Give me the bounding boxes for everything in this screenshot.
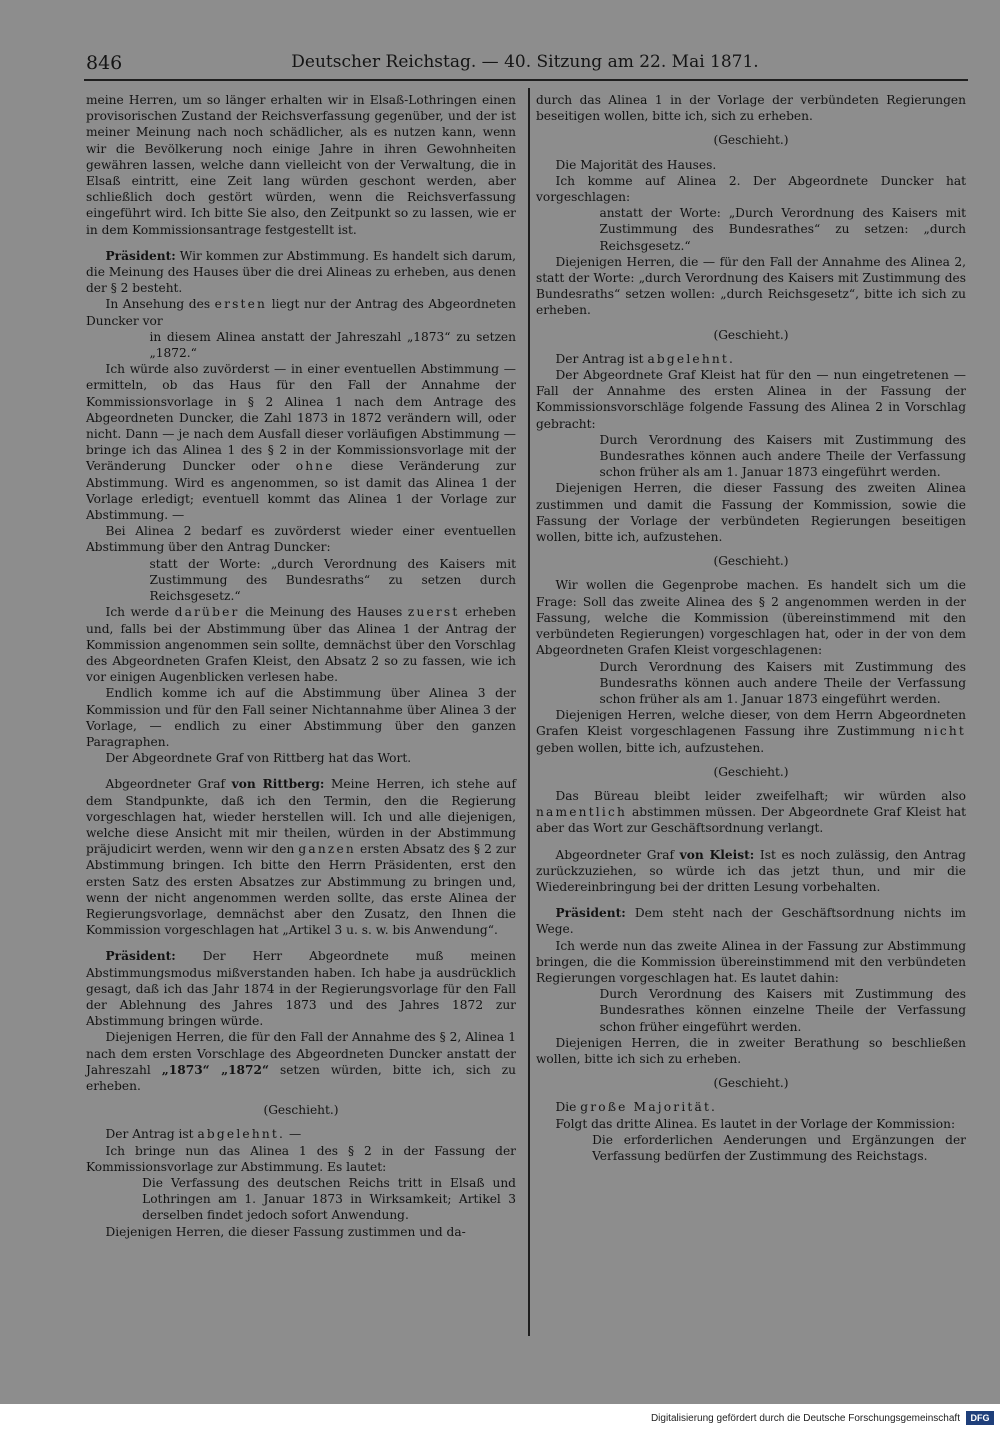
- digitization-footer: [0, 1404, 1000, 1432]
- paragraph: Diejenigen Herren, welche dieser, von dem Herrn Abgeordneten Grafen Kleist vorgeschlagenen Fassung ihre Zustimmung nicht geben wollen, bitte ich, aufzustehen.: [536, 708, 966, 755]
- paragraph: Ich würde also zuvörderst — in einer eventuellen Abstimmung — ermitteln, ob das Haus für den Fall der Annahme der Kommissionsvorlage in § 2 Alinea 1 nach dem Antrage des Abgeordneten Duncker, die Zahl 1873 in 1872 verändern will, oder nicht. Dann — je nach dem Ausfall dieser vorläufigen Abstimmung — bringe ich das Alinea 1 des § 2 in der Kommissionsvorlage mit der Veränderung Duncker oder ohne diese Veränderung zur Abstimmung. Wird es angenommen, so ist damit das Alinea 1 der Vorlage erledigt; eventuell kommt das Alinea 1 der Vorlage zur Abstimmung. —: [86, 362, 516, 523]
- paragraph: Die große Majorität.: [555, 1100, 718, 1115]
- speaker-name: Präsident:: [555, 906, 626, 921]
- funding-note: Digitalisierung gefördert durch die Deutsche Forschungsgemeinschaft: [650, 1413, 960, 1424]
- column-divider: [528, 88, 530, 1336]
- speaker-name: von Rittberg:: [231, 777, 325, 792]
- paragraph: Der Abgeordnete Graf Kleist hat für den — nun eingetretenen — Fall der Annahme des ersten Alinea in der Fassung der Kommissionsvorschläge folgende Fassung des Alinea 2 in Vorschlag gebracht:: [536, 368, 966, 431]
- header-rule: [84, 79, 968, 81]
- speaker-name: Präsident:: [105, 949, 176, 964]
- stage-direction: (Geschieht.): [713, 1076, 789, 1091]
- paragraph: In Ansehung des ersten liegt nur der Antrag des Abgeordneten Duncker vor: [86, 297, 516, 328]
- paragraph: Der Abgeordnete Graf von Rittberg hat das Wort.: [105, 751, 412, 766]
- paragraph: Diejenigen Herren, die in zweiter Berathung so beschließen wollen, bitte ich sich zu erheben.: [536, 1035, 966, 1066]
- speaker-name: von Kleist:: [679, 847, 755, 862]
- quoted-motion: Durch Verordnung des Kaisers mit Zustimmung des Bundesrathes können einzelne Theile der Verfassung schon früher eingeführt werden.: [599, 987, 966, 1034]
- paragraph: Abgeordneter Graf von Rittberg: Meine Herren, ich stehe auf dem Standpunkte, daß ich den Termin, den die Regierung vorgeschlagen hat, wieder herstellen will. Ich und alle diejenigen, welche diese Ansicht mit mir theilen, würden in der Abstimmung präjudicirt werden, wenn wir den ganzen ersten Absatz des § 2 zur Abstimmung bringen. Ich bitte den Herrn Präsidenten, erst den ersten Satz des ersten Absatzes zur Abstimmung zu bringen und, wenn der nicht angenommen werden sollte, das erste Alinea der Regierungsvorlage, demnächst aber den Zusatz, den Ihnen die Kommission vorgeschlagen hat „Artikel 3 u. s. w. bis Anwendung“.: [86, 777, 517, 938]
- quoted-motion: Die Verfassung des deutschen Reichs tritt in Elsaß und Lothringen am 1. Januar 1873 in Wirksamkeit; Artikel 3 derselben findet jedoch sofort Anwendung.: [142, 1176, 516, 1223]
- paragraph: Ich werde darüber die Meinung des Hauses zuerst erheben und, falls bei der Abstimmung über das Alinea 1 der Antrag der Kommission angenommen sein sollte, demnächst über den Vorschlag des Abgeordneten Grafen Kleist, den Absatz 2 so zu fassen, wie ich vor einigen Augenblicken verlesen habe.: [86, 605, 516, 685]
- quoted-motion: statt der Worte: „durch Verordnung des Kaisers mit Zustimmung des Bundesraths“ zu setzen durch Reichsgesetz.“: [149, 556, 516, 604]
- paragraph: durch das Alinea 1 in der Vorlage der verbündeten Regierungen beseitigen wollen, bitte ich, sich zu erheben.: [536, 93, 966, 124]
- paragraph: Ich werde nun das zweite Alinea in der Fassung zur Abstimmung bringen, die die Kommission übereinstimmend mit den verbündeten Regierungen vorgeschlagen hat. Es lautet dahin:: [536, 938, 966, 985]
- paragraph: Wir wollen die Gegenprobe machen. Es handelt sich um die Frage: Soll das zweite Alinea des § 2 angenommen werden in der Fassung, welche die Kommission (übereinstimmend mit den verbündeten Regierungen) vorgeschlagen hat, oder in der von dem Abgeordneten Grafen Kleist vorgeschlagenen:: [536, 578, 966, 658]
- stage-direction: (Geschieht.): [713, 133, 789, 148]
- left-column: [86, 92, 516, 1240]
- paragraph: Folgt das dritte Alinea. Es lautet in der Vorlage der Kommission:: [555, 1116, 956, 1131]
- paragraph: Diejenigen Herren, die dieser Fassung des zweiten Alinea zustimmen und damit die Fassung der Kommission, sowie die Fassung der Vorlage der verbündeten Regierungen beseitigen wollen, bitte ich, aufzustehen.: [536, 481, 966, 545]
- running-title: Deutscher Reichstag. — 40. Sitzung am 22. Mai 1871.: [291, 52, 759, 72]
- paragraph: Präsident: Dem steht nach der Geschäftsordnung nichts im Wege.: [536, 906, 966, 937]
- paragraph: Diejenigen Herren, die für den Fall der Annahme des § 2, Alinea 1 nach dem ersten Vorschlage des Abgeordneten Duncker anstatt der Jahreszahl „1873“ „1872“ setzen würden, bitte ich, sich zu erheben.: [86, 1030, 517, 1093]
- stage-direction: (Geschieht.): [713, 554, 789, 569]
- stage-direction: (Geschieht.): [713, 764, 789, 779]
- paragraph: Die Majorität des Hauses.: [555, 157, 717, 172]
- stage-direction: (Geschieht.): [713, 327, 789, 342]
- quoted-motion: in diesem Alinea anstatt der Jahreszahl „1873“ zu setzen „1872.“: [149, 329, 516, 361]
- speaker-name: Präsident:: [105, 248, 176, 263]
- paragraph: meine Herren, um so länger erhalten wir in Elsaß-Lothringen einen provisorischen Zustand der Reichsverfassung gegenüber, und der ist meiner Meinung nach noch schädlicher, als es nutzen kann, wenn wir die Bevölkerung noch einige Jahre in ihren Gewohnheiten gewähren lassen, welche dann vielleicht von der Verwaltung, die in Elsaß eintritt, eine Zeit lang würden geschont werden, aber schließlich doch gestört würden, wenn die Reichsverfassung eingeführt wird. Ich bitte Sie also, den Zeitpunkt so zu lassen, wie er in dem Kommissionsantrage festgestellt ist.: [86, 93, 516, 237]
- paragraph: Der Antrag ist abgelehnt. —: [105, 1127, 302, 1142]
- paragraph: Das Büreau bleibt leider zweifelhaft; wir würden also namentlich abstimmen müssen. Der Abgeordnete Graf Kleist hat aber das Wort zur Geschäftsordnung verlangt.: [536, 788, 966, 836]
- paragraph: Abgeordneter Graf von Kleist: Ist es noch zulässig, den Antrag zurückzuziehen, so würde ich das jetzt thun, und mir die Wiedereinbringung bei der dritten Lesung vorbehalten.: [536, 847, 966, 894]
- paragraph: Diejenigen Herren, die dieser Fassung zustimmen und da-: [105, 1224, 466, 1239]
- paragraph: Bei Alinea 2 bedarf es zuvörderst wieder einer eventuellen Abstimmung über den Antrag Duncker:: [86, 524, 516, 555]
- quoted-motion: Durch Verordnung des Kaisers mit Zustimmung des Bundesraths können auch andere Theile der Verfassung schon früher als am 1. Januar 1873 eingeführt werden.: [599, 659, 966, 706]
- paragraph: Ich komme auf Alinea 2. Der Abgeordnete Duncker hat vorgeschlagen:: [536, 173, 966, 205]
- page-header: [82, 48, 968, 78]
- paragraph: Diejenigen Herren, die — für den Fall der Annahme des Alinea 2, statt der Worte: „durch Verordnung des Kaisers mit Zustimmung des Bundesraths“ setzen wollen: „durch Reichsgesetz“, bitte ich sich zu erheben.: [536, 254, 966, 318]
- dfg-logo: DFG: [966, 1411, 994, 1425]
- paragraph: Ich bringe nun das Alinea 1 des § 2 in der Fassung der Kommissionsvorlage zur Abstimmung. Es lautet:: [86, 1143, 516, 1174]
- paragraph: Der Antrag ist abgelehnt.: [555, 351, 736, 366]
- quoted-motion: Die erforderlichen Aenderungen und Ergänzungen der Verfassung bedürfen der Zustimmung des Reichstags.: [592, 1132, 966, 1163]
- stage-direction: (Geschieht.): [263, 1103, 339, 1118]
- quoted-motion: anstatt der Worte: „Durch Verordnung des Kaisers mit Zustimmung des Bundesrathes“ zu setzen: „durch Reichsgesetz.“: [599, 206, 966, 253]
- paragraph: Präsident: Wir kommen zur Abstimmung. Es handelt sich darum, die Meinung des Hauses über die drei Alineas zu erheben, aus denen der § 2 besteht.: [86, 248, 516, 296]
- quoted-motion: Durch Verordnung des Kaisers mit Zustimmung des Bundesrathes können auch andere Theile der Verfassung schon früher als am 1. Januar 1873 eingeführt werden.: [599, 432, 966, 480]
- paragraph: Präsident: Der Herr Abgeordnete muß meinen Abstimmungsmodus mißverstanden haben. Ich habe ja ausdrücklich gesagt, daß ich das Jahr 1874 in der Regierungsvorlage für den Fall der Ablehnung des Jahres 1873 und des Jahres 1872 zur Abstimmung bringen würde.: [86, 949, 516, 1029]
- page-number: 846: [86, 52, 123, 74]
- right-column: [536, 92, 966, 1164]
- paragraph: Endlich komme ich auf die Abstimmung über Alinea 3 der Kommission und für den Fall seiner Nichtannahme über Alinea 3 der Vorlage, — endlich zu einer Abstimmung über den ganzen Paragraphen.: [86, 686, 516, 749]
